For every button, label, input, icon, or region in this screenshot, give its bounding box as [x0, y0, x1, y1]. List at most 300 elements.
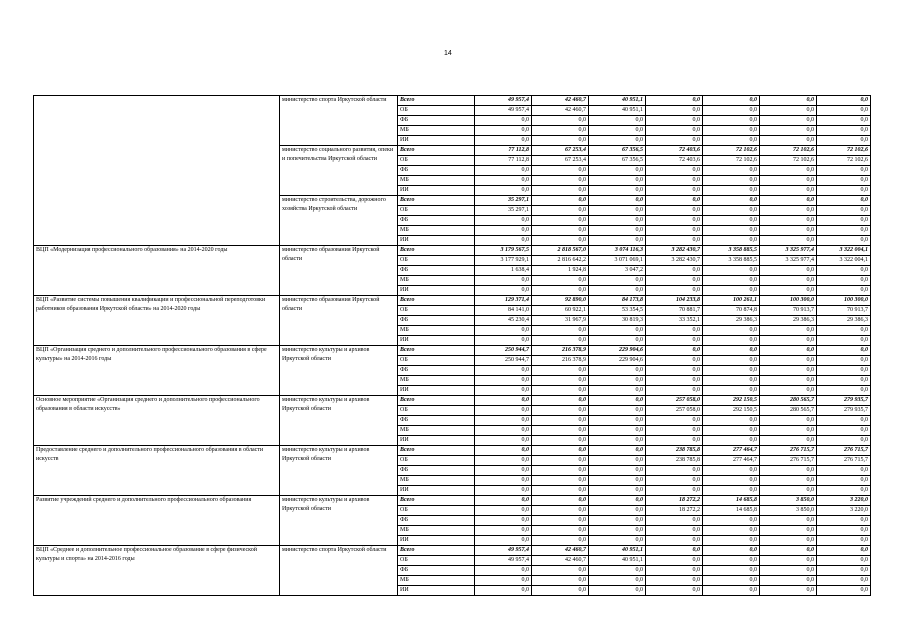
funding-source-cell: ФБ	[398, 266, 475, 276]
funding-source-cell: МБ	[398, 326, 475, 336]
value-cell: 0,0	[760, 576, 817, 586]
value-cell: 0,0	[532, 536, 589, 546]
value-cell: 0,0	[760, 476, 817, 486]
value-cell: 0,0	[589, 426, 646, 436]
value-cell: 0,0	[646, 436, 703, 446]
ministry-cell: министерство социального развития, опеки и попечительства Иркутской области	[280, 146, 398, 196]
value-cell: 0,0	[532, 336, 589, 346]
ministry-cell: министерство культуры и архивов Иркутской области	[280, 446, 398, 496]
budget-table-body	[34, 96, 871, 596]
funding-source-cell: Всего	[398, 246, 475, 256]
funding-source-cell: МБ	[398, 176, 475, 186]
value-cell: 0,0	[817, 326, 871, 336]
value-cell: 0,0	[817, 566, 871, 576]
value-cell: 0,0	[475, 526, 532, 536]
value-cell: 0,0	[532, 366, 589, 376]
value-cell: 84 173,8	[589, 296, 646, 306]
value-cell: 0,0	[646, 176, 703, 186]
value-cell: 276 715,7	[760, 446, 817, 456]
value-cell: 3 074 116,3	[589, 246, 646, 256]
value-cell: 0,0	[532, 226, 589, 236]
funding-source-cell: ОБ	[398, 506, 475, 516]
value-cell: 0,0	[646, 326, 703, 336]
program-title-cell: ВЦП «Развитие системы повышения квалификации и профессиональной переподготовки работников образования Иркутской области» на 2014-2020 годы	[34, 296, 280, 346]
value-cell: 0,0	[475, 496, 532, 506]
value-cell: 0,0	[703, 546, 760, 556]
value-cell: 0,0	[475, 186, 532, 196]
funding-source-cell: ФБ	[398, 366, 475, 376]
value-cell: 0,0	[760, 96, 817, 106]
value-cell: 67 253,4	[532, 156, 589, 166]
value-cell: 0,0	[589, 496, 646, 506]
value-cell: 0,0	[532, 186, 589, 196]
value-cell: 0,0	[760, 526, 817, 536]
value-cell: 0,0	[817, 116, 871, 126]
value-cell: 0,0	[817, 476, 871, 486]
table-row	[34, 296, 871, 306]
value-cell: 0,0	[703, 226, 760, 236]
value-cell: 0,0	[817, 266, 871, 276]
value-cell: 0,0	[475, 286, 532, 296]
value-cell: 0,0	[703, 556, 760, 566]
value-cell: 0,0	[646, 126, 703, 136]
value-cell: 279 935,7	[817, 396, 871, 406]
value-cell: 0,0	[646, 346, 703, 356]
value-cell: 0,0	[532, 216, 589, 226]
value-cell: 3 071 069,1	[589, 256, 646, 266]
value-cell: 0,0	[703, 286, 760, 296]
value-cell: 0,0	[646, 376, 703, 386]
value-cell: 0,0	[817, 276, 871, 286]
value-cell: 0,0	[760, 536, 817, 546]
value-cell: 0,0	[532, 576, 589, 586]
value-cell: 0,0	[646, 286, 703, 296]
value-cell: 0,0	[817, 286, 871, 296]
value-cell: 0,0	[589, 526, 646, 536]
value-cell: 104 233,8	[646, 296, 703, 306]
value-cell: 67 356,5	[589, 146, 646, 156]
value-cell: 29 386,3	[760, 316, 817, 326]
value-cell: 0,0	[532, 286, 589, 296]
value-cell: 0,0	[817, 336, 871, 346]
value-cell: 0,0	[646, 96, 703, 106]
value-cell: 0,0	[475, 536, 532, 546]
value-cell: 280 565,7	[760, 396, 817, 406]
value-cell: 0,0	[703, 486, 760, 496]
funding-source-cell: ИИ	[398, 386, 475, 396]
value-cell: 0,0	[475, 326, 532, 336]
value-cell: 0,0	[589, 196, 646, 206]
value-cell: 0,0	[475, 166, 532, 176]
value-cell: 0,0	[532, 436, 589, 446]
ministry-cell: министерство культуры и архивов Иркутской области	[280, 346, 398, 396]
value-cell: 0,0	[589, 516, 646, 526]
value-cell: 276 715,7	[760, 456, 817, 466]
value-cell: 0,0	[703, 516, 760, 526]
value-cell: 0,0	[532, 476, 589, 486]
value-cell: 0,0	[589, 166, 646, 176]
value-cell: 0,0	[760, 196, 817, 206]
value-cell: 0,0	[646, 486, 703, 496]
value-cell: 49 957,4	[475, 556, 532, 566]
value-cell: 0,0	[760, 426, 817, 436]
value-cell: 0,0	[532, 276, 589, 286]
value-cell: 0,0	[646, 226, 703, 236]
value-cell: 49 957,4	[475, 96, 532, 106]
value-cell: 0,0	[475, 476, 532, 486]
value-cell: 3 179 567,5	[475, 246, 532, 256]
funding-source-cell: МБ	[398, 426, 475, 436]
value-cell: 0,0	[760, 106, 817, 116]
value-cell: 0,0	[475, 236, 532, 246]
value-cell: 0,0	[817, 136, 871, 146]
value-cell: 42 460,7	[532, 546, 589, 556]
page-number: 14	[444, 50, 452, 57]
value-cell: 0,0	[817, 236, 871, 246]
value-cell: 0,0	[760, 556, 817, 566]
value-cell: 0,0	[589, 376, 646, 386]
value-cell: 72 102,6	[703, 146, 760, 156]
value-cell: 0,0	[817, 366, 871, 376]
funding-source-cell: ИИ	[398, 236, 475, 246]
value-cell: 45 230,4	[475, 316, 532, 326]
funding-source-cell: ОБ	[398, 356, 475, 366]
value-cell: 14 685,8	[703, 506, 760, 516]
value-cell: 0,0	[475, 486, 532, 496]
value-cell: 0,0	[646, 476, 703, 486]
value-cell: 0,0	[532, 236, 589, 246]
table-row	[34, 246, 871, 256]
program-title-cell: Развитие учреждений среднего и дополнительного профессионального образования	[34, 496, 280, 546]
value-cell: 0,0	[817, 436, 871, 446]
value-cell: 0,0	[475, 446, 532, 456]
value-cell: 42 460,7	[532, 556, 589, 566]
value-cell: 0,0	[760, 186, 817, 196]
value-cell: 0,0	[475, 276, 532, 286]
value-cell: 40 951,1	[589, 106, 646, 116]
value-cell: 0,0	[760, 516, 817, 526]
funding-source-cell: МБ	[398, 526, 475, 536]
table-row	[34, 496, 871, 506]
value-cell: 0,0	[475, 466, 532, 476]
value-cell: 0,0	[817, 126, 871, 136]
value-cell: 0,0	[646, 276, 703, 286]
value-cell: 2 818 567,0	[532, 246, 589, 256]
value-cell: 0,0	[703, 166, 760, 176]
funding-source-cell: Всего	[398, 96, 475, 106]
value-cell: 29 386,3	[817, 316, 871, 326]
value-cell: 0,0	[646, 206, 703, 216]
value-cell: 0,0	[760, 286, 817, 296]
value-cell: 100 300,0	[817, 296, 871, 306]
value-cell: 0,0	[589, 286, 646, 296]
value-cell: 3 282 430,7	[646, 256, 703, 266]
value-cell: 3 177 929,1	[475, 256, 532, 266]
funding-source-cell: ФБ	[398, 166, 475, 176]
funding-source-cell: Всего	[398, 546, 475, 556]
value-cell: 0,0	[475, 416, 532, 426]
funding-source-cell: ОБ	[398, 206, 475, 216]
value-cell: 1 924,8	[532, 266, 589, 276]
value-cell: 0,0	[532, 506, 589, 516]
value-cell: 0,0	[589, 386, 646, 396]
value-cell: 40 951,1	[589, 96, 646, 106]
value-cell: 0,0	[817, 526, 871, 536]
value-cell: 0,0	[589, 576, 646, 586]
value-cell: 3 322 004,1	[817, 256, 871, 266]
value-cell: 18 272,2	[646, 506, 703, 516]
value-cell: 0,0	[817, 416, 871, 426]
funding-source-cell: ФБ	[398, 216, 475, 226]
value-cell: 0,0	[817, 586, 871, 596]
funding-source-cell: ФБ	[398, 316, 475, 326]
value-cell: 0,0	[475, 406, 532, 416]
funding-source-cell: МБ	[398, 576, 475, 586]
value-cell: 0,0	[475, 216, 532, 226]
value-cell: 3 850,0	[760, 496, 817, 506]
value-cell: 0,0	[589, 216, 646, 226]
value-cell: 70 913,7	[817, 306, 871, 316]
value-cell: 0,0	[532, 496, 589, 506]
ministry-cell: министерство культуры и архивов Иркутской области	[280, 396, 398, 446]
value-cell: 292 150,5	[703, 406, 760, 416]
value-cell: 0,0	[760, 176, 817, 186]
value-cell: 0,0	[760, 436, 817, 446]
ministry-cell: министерство культуры и архивов Иркутской области	[280, 496, 398, 546]
value-cell: 0,0	[703, 566, 760, 576]
value-cell: 0,0	[646, 516, 703, 526]
funding-source-cell: ФБ	[398, 416, 475, 426]
value-cell: 0,0	[646, 526, 703, 536]
value-cell: 0,0	[589, 446, 646, 456]
value-cell: 14 685,8	[703, 496, 760, 506]
value-cell: 72 102,6	[817, 156, 871, 166]
value-cell: 3 850,0	[760, 506, 817, 516]
value-cell: 0,0	[589, 486, 646, 496]
value-cell: 0,0	[760, 566, 817, 576]
value-cell: 72 403,6	[646, 146, 703, 156]
value-cell: 0,0	[532, 196, 589, 206]
value-cell: 92 890,0	[532, 296, 589, 306]
value-cell: 129 371,4	[475, 296, 532, 306]
ministry-cell: министерство спорта Иркутской области	[280, 546, 398, 596]
value-cell: 0,0	[817, 426, 871, 436]
value-cell: 0,0	[760, 206, 817, 216]
program-title-cell: ВЦП «Среднее и дополнительное профессиональное образование в сфере физической культуры и спорта» на 2014-2016 годы	[34, 546, 280, 596]
value-cell: 0,0	[589, 506, 646, 516]
value-cell: 0,0	[817, 166, 871, 176]
value-cell: 0,0	[589, 116, 646, 126]
value-cell: 0,0	[532, 406, 589, 416]
value-cell: 0,0	[532, 326, 589, 336]
value-cell: 0,0	[475, 456, 532, 466]
table-row	[34, 546, 871, 556]
funding-source-cell: ОБ	[398, 406, 475, 416]
value-cell: 0,0	[817, 186, 871, 196]
funding-source-cell: Всего	[398, 196, 475, 206]
value-cell: 0,0	[703, 536, 760, 546]
value-cell: 0,0	[532, 376, 589, 386]
value-cell: 0,0	[475, 586, 532, 596]
value-cell: 0,0	[760, 376, 817, 386]
value-cell: 3 220,0	[817, 496, 871, 506]
value-cell: 0,0	[703, 466, 760, 476]
value-cell: 0,0	[532, 456, 589, 466]
value-cell: 0,0	[589, 416, 646, 426]
value-cell: 0,0	[589, 476, 646, 486]
table-row	[34, 446, 871, 456]
value-cell: 0,0	[817, 96, 871, 106]
value-cell: 60 922,1	[532, 306, 589, 316]
value-cell: 0,0	[475, 336, 532, 346]
value-cell: 0,0	[589, 236, 646, 246]
value-cell: 42 460,7	[532, 96, 589, 106]
funding-source-cell: ФБ	[398, 116, 475, 126]
value-cell: 0,0	[703, 206, 760, 216]
value-cell: 3 282 430,7	[646, 246, 703, 256]
value-cell: 0,0	[475, 576, 532, 586]
funding-source-cell: ИИ	[398, 486, 475, 496]
value-cell: 0,0	[589, 436, 646, 446]
value-cell: 257 058,0	[646, 396, 703, 406]
funding-source-cell: ФБ	[398, 516, 475, 526]
value-cell: 238 785,8	[646, 446, 703, 456]
value-cell: 0,0	[703, 326, 760, 336]
value-cell: 0,0	[817, 556, 871, 566]
value-cell: 0,0	[703, 476, 760, 486]
funding-source-cell: ИИ	[398, 136, 475, 146]
value-cell: 0,0	[475, 436, 532, 446]
value-cell: 0,0	[475, 226, 532, 236]
value-cell: 77 112,8	[475, 156, 532, 166]
funding-source-cell: МБ	[398, 226, 475, 236]
funding-source-cell: ОБ	[398, 556, 475, 566]
value-cell: 250 944,7	[475, 356, 532, 366]
value-cell: 0,0	[703, 186, 760, 196]
funding-source-cell: ОБ	[398, 456, 475, 466]
value-cell: 0,0	[589, 396, 646, 406]
value-cell: 0,0	[646, 196, 703, 206]
value-cell: 0,0	[646, 576, 703, 586]
value-cell: 1 638,4	[475, 266, 532, 276]
value-cell: 67 253,4	[532, 146, 589, 156]
value-cell: 3 047,2	[589, 266, 646, 276]
value-cell: 53 354,5	[589, 306, 646, 316]
value-cell: 0,0	[646, 106, 703, 116]
value-cell: 0,0	[703, 376, 760, 386]
value-cell: 0,0	[532, 126, 589, 136]
value-cell: 0,0	[646, 386, 703, 396]
funding-source-cell: ИИ	[398, 336, 475, 346]
funding-source-cell: ИИ	[398, 436, 475, 446]
value-cell: 0,0	[703, 586, 760, 596]
value-cell: 0,0	[475, 506, 532, 516]
funding-source-cell: МБ	[398, 376, 475, 386]
value-cell: 0,0	[589, 226, 646, 236]
value-cell: 257 058,0	[646, 406, 703, 416]
value-cell: 67 356,5	[589, 156, 646, 166]
value-cell: 280 565,7	[760, 406, 817, 416]
value-cell: 0,0	[589, 276, 646, 286]
funding-source-cell: ИИ	[398, 286, 475, 296]
value-cell: 70 881,7	[646, 306, 703, 316]
value-cell: 0,0	[817, 546, 871, 556]
value-cell: 0,0	[817, 486, 871, 496]
value-cell: 72 102,6	[703, 156, 760, 166]
value-cell: 292 150,5	[703, 396, 760, 406]
value-cell: 0,0	[760, 136, 817, 146]
value-cell: 49 957,4	[475, 546, 532, 556]
value-cell: 0,0	[532, 166, 589, 176]
ministry-cell: министерство строительства, дорожного хозяйства Иркутской области	[280, 196, 398, 246]
program-title-cell: ВЦП «Модернизация профессионального образования» на 2014-2020 годы	[34, 246, 280, 296]
value-cell: 0,0	[532, 486, 589, 496]
funding-source-cell: ОБ	[398, 106, 475, 116]
value-cell: 0,0	[532, 396, 589, 406]
value-cell: 0,0	[760, 486, 817, 496]
value-cell: 229 904,6	[589, 346, 646, 356]
funding-source-cell: МБ	[398, 126, 475, 136]
value-cell: 0,0	[646, 426, 703, 436]
value-cell: 0,0	[703, 116, 760, 126]
value-cell: 0,0	[817, 206, 871, 216]
value-cell: 0,0	[703, 336, 760, 346]
value-cell: 216 378,9	[532, 346, 589, 356]
value-cell: 0,0	[760, 416, 817, 426]
value-cell: 0,0	[703, 426, 760, 436]
value-cell: 0,0	[760, 126, 817, 136]
value-cell: 0,0	[589, 536, 646, 546]
value-cell: 72 102,6	[760, 156, 817, 166]
value-cell: 30 819,3	[589, 316, 646, 326]
funding-source-cell: ИИ	[398, 536, 475, 546]
value-cell: 0,0	[532, 446, 589, 456]
value-cell: 0,0	[589, 206, 646, 216]
value-cell: 0,0	[475, 516, 532, 526]
value-cell: 3 325 977,4	[760, 246, 817, 256]
funding-source-cell: Всего	[398, 446, 475, 456]
value-cell: 229 904,6	[589, 356, 646, 366]
value-cell: 0,0	[589, 126, 646, 136]
value-cell: 0,0	[703, 126, 760, 136]
value-cell: 0,0	[760, 386, 817, 396]
value-cell: 0,0	[703, 96, 760, 106]
value-cell: 0,0	[703, 386, 760, 396]
value-cell: 0,0	[475, 176, 532, 186]
value-cell: 3 220,0	[817, 506, 871, 516]
value-cell: 0,0	[817, 216, 871, 226]
value-cell: 0,0	[817, 376, 871, 386]
funding-source-cell: Всего	[398, 296, 475, 306]
value-cell: 0,0	[532, 526, 589, 536]
value-cell: 0,0	[589, 466, 646, 476]
value-cell: 0,0	[532, 426, 589, 436]
value-cell: 0,0	[703, 176, 760, 186]
value-cell: 0,0	[817, 226, 871, 236]
value-cell: 49 957,4	[475, 106, 532, 116]
value-cell: 0,0	[646, 186, 703, 196]
ministry-cell: министерство образования Иркутской области	[280, 296, 398, 346]
value-cell: 0,0	[703, 366, 760, 376]
value-cell: 0,0	[703, 526, 760, 536]
value-cell: 0,0	[646, 556, 703, 566]
value-cell: 0,0	[646, 216, 703, 226]
program-title-cell: Предоставление среднего и дополнительного профессионального образования в области искусств	[34, 446, 280, 496]
funding-source-cell: ИИ	[398, 586, 475, 596]
value-cell: 42 460,7	[532, 106, 589, 116]
value-cell: 0,0	[703, 356, 760, 366]
value-cell: 0,0	[589, 326, 646, 336]
